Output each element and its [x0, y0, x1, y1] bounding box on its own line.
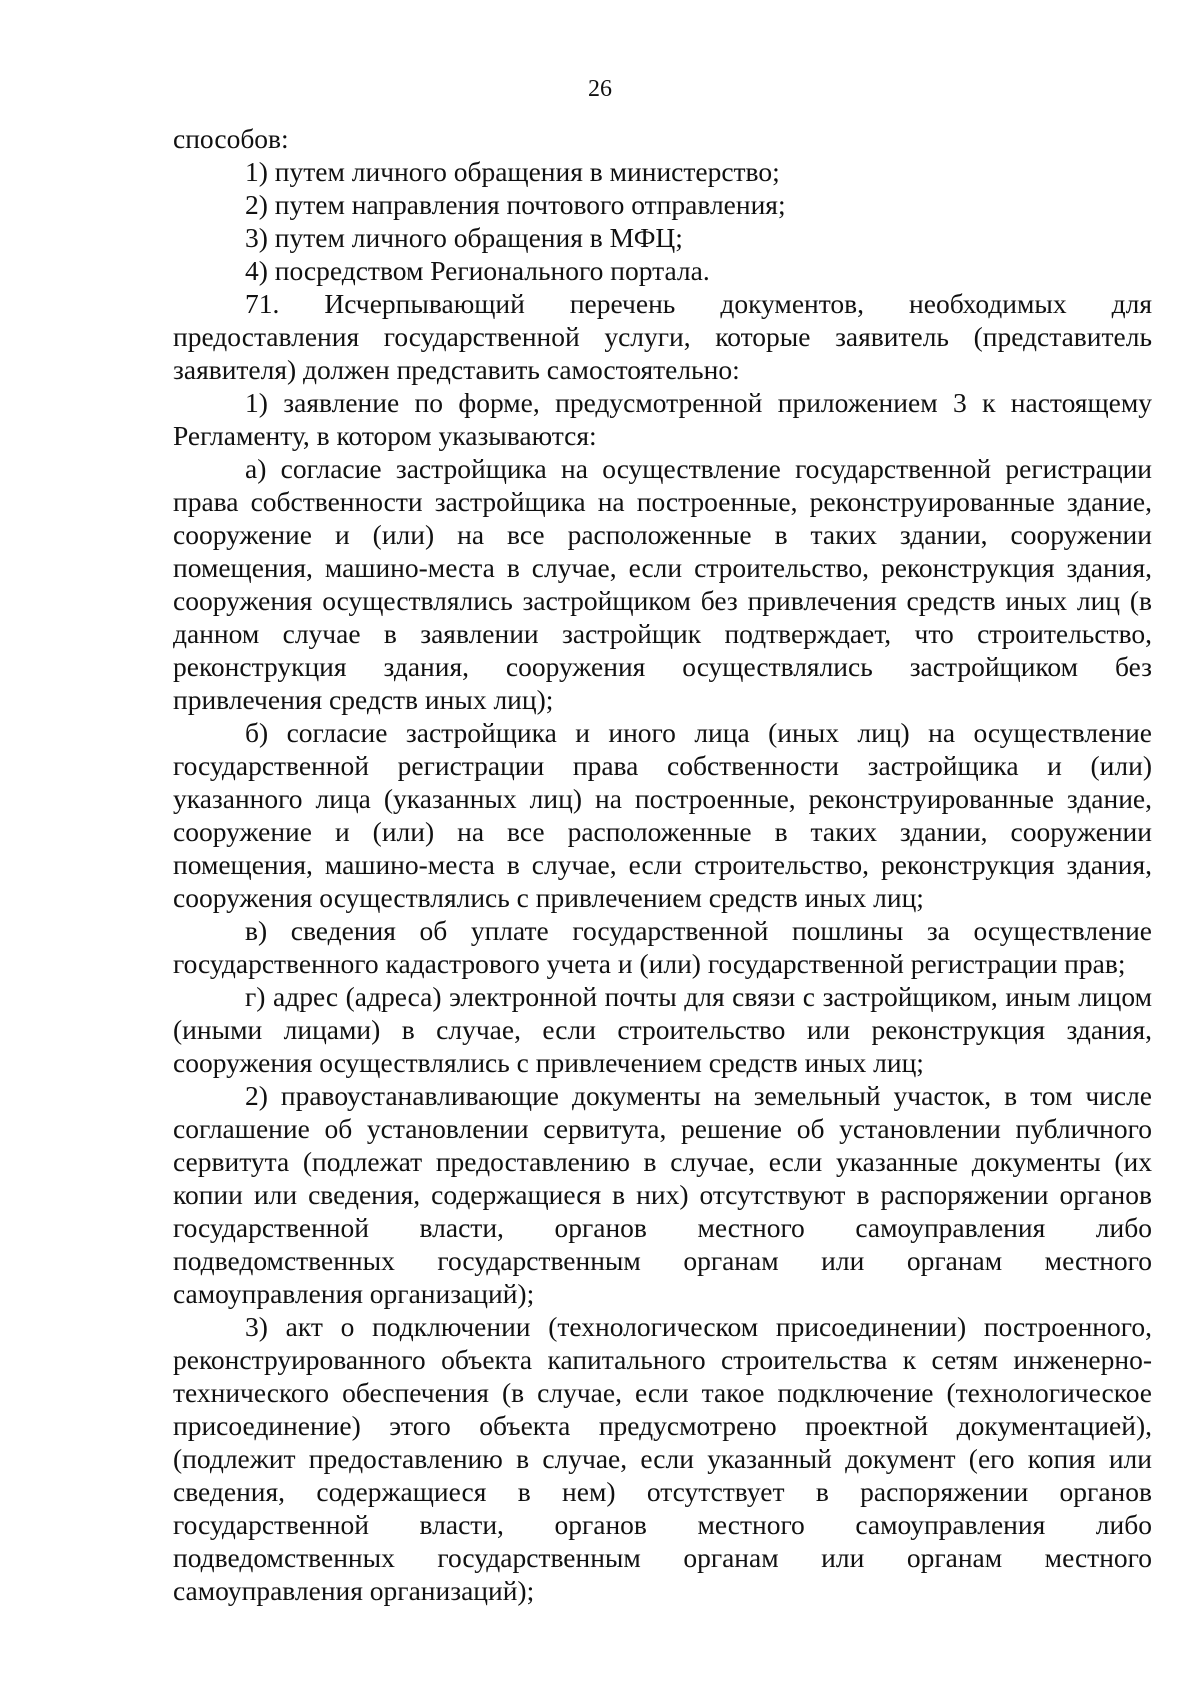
- page-number: 26: [588, 76, 612, 102]
- paragraph-continuation: способов:: [173, 123, 289, 154]
- clause-71-item-2-land-documents: 2) правоустанавливающие документы на земельный участок, в том числе соглашение об установлении сервитута, решение об установлении публичного сервитута (подлежат предоставлению в случае, если указанные документы (их копии или сведения, содержащиеся в них) отсутствуют в распоряжении органов государственной власти, органов местного самоуправления либо подведомственных государственным органам или органам местного самоуправления организаций);: [173, 1080, 1152, 1309]
- clause-71: 71. Исчерпывающий перечень документов, необходимых для предоставления государственной услуги, которые заявитель (представитель заявителя) должен представить самостоятельно:: [173, 288, 1152, 385]
- document-body: [173, 122, 1152, 1607]
- list-item-4-regional-portal: 4) посредством Регионального портала.: [245, 255, 710, 286]
- subitem-g-email-address: г) адрес (адреса) электронной почты для связи с застройщиком, иным лицом (иными лицами) в случае, если строительство или реконструкция здания, сооружения осуществлялись с привлечением средств иных лиц;: [173, 981, 1152, 1078]
- subitem-v-state-fee: в) сведения об уплате государственной пошлины за осуществление государственного кадастрового учета и (или) государственной регистрации прав;: [173, 915, 1152, 979]
- clause-71-item-1-application: 1) заявление по форме, предусмотренной приложением 3 к настоящему Регламенту, в котором указываются:: [173, 387, 1152, 451]
- clause-71-item-3-connection-act: 3) акт о подключении (технологическом присоединении) построенного, реконструированного объекта капитального строительства к сетям инженерно-технического обеспечения (в случае, если такое подключение (технологическое присоединение) этого объекта предусмотрено проектной документацией), (подлежит предоставлению в случае, если указанный документ (его копия или сведения, содержащиеся в нем) отсутствует в распоряжении органов государственной власти, органов местного самоуправления либо подведомственных государственным органам или органам местного самоуправления организаций);: [173, 1311, 1152, 1606]
- subitem-b-developer-and-others-consent: б) согласие застройщика и иного лица (иных лиц) на осуществление государственной регистрации права собственности застройщика и (или) указанного лица (указанных лиц) на построенные, реконструированные здание, сооружение и (или) на все расположенные в таких здании, сооружении помещения, машино-места в случае, если строительство, реконструкция здания, сооружения осуществлялись с привлечением средств иных лиц;: [173, 717, 1152, 913]
- list-item-3-mfc: 3) путем личного обращения в МФЦ;: [245, 222, 683, 253]
- subitem-a-developer-consent: а) согласие застройщика на осуществление государственной регистрации права собственности застройщика на построенные, реконструированные здание, сооружение и (или) на все расположенные в таких здании, сооружении помещения, машино-места в случае, если строительство, реконструкция здания, сооружения осуществлялись застройщиком без привлечения средств иных лиц (в данном случае в заявлении застройщик подтверждает, что строительство, реконструкция здания, сооружения осуществлялись застройщиком без привлечения средств иных лиц);: [173, 453, 1152, 715]
- list-item-1-personal-ministry: 1) путем личного обращения в министерство;: [245, 156, 780, 187]
- list-item-2-postal: 2) путем направления почтового отправления;: [245, 189, 786, 220]
